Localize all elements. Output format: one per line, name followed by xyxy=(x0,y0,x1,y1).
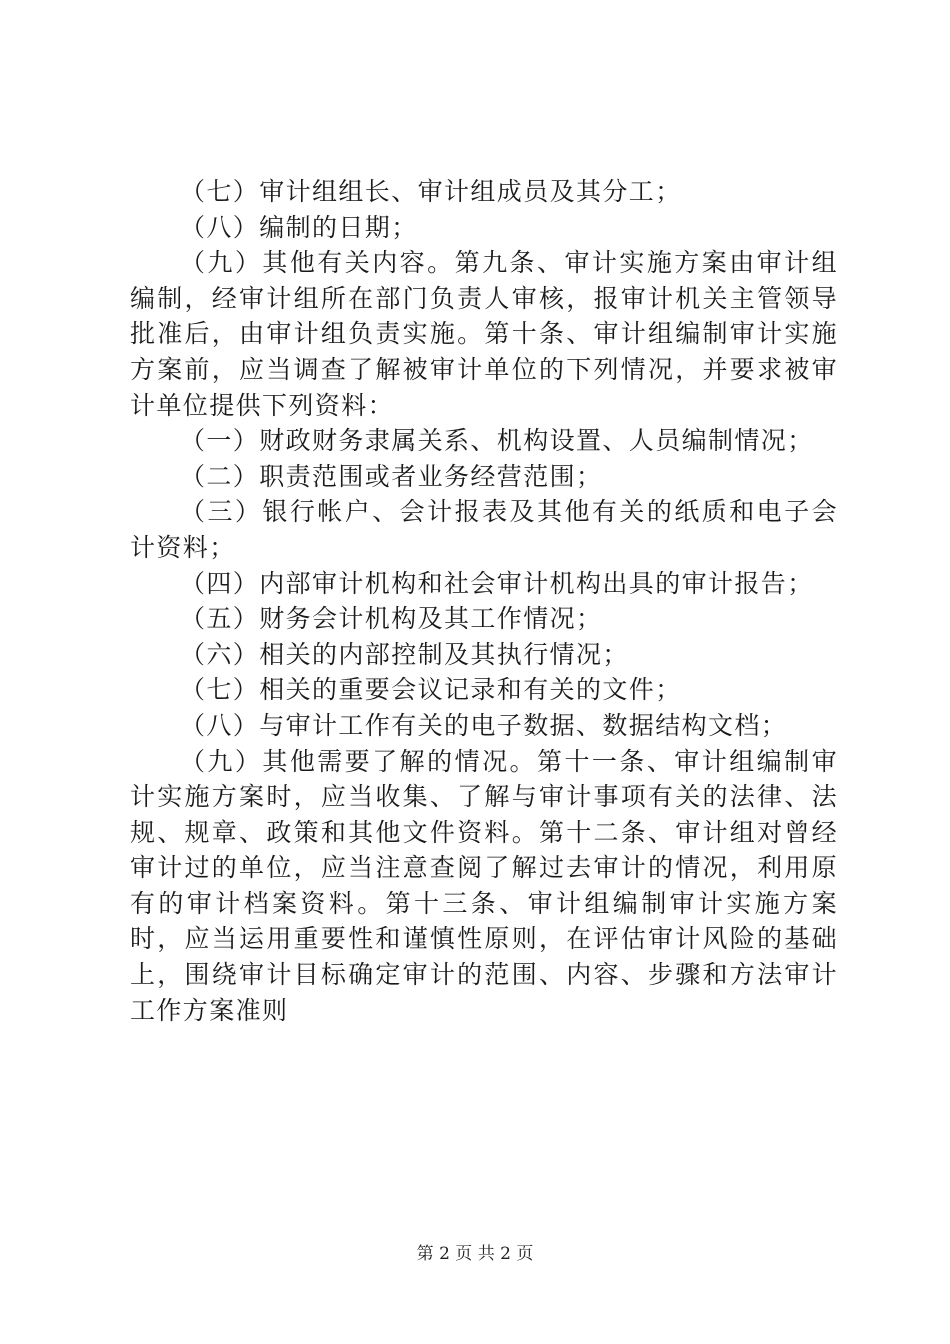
page-footer: 第 2 页 共 2 页 xyxy=(416,1244,534,1264)
list-item-7: （七）相关的重要会议记录和有关的文件； xyxy=(180,675,682,705)
list-item-8: （八）与审计工作有关的电子数据、数据结构文档； xyxy=(180,710,788,740)
list-item-6: （六）相关的内部控制及其执行情况； xyxy=(180,639,629,669)
list-item-1: （一）财政财务隶属关系、机构设置、人员编制情况； xyxy=(180,426,814,456)
list-item-9-articles-11-13: （九）其他需要了解的情况。第十一条、审计组编制审计实施方案时，应当收集、了解与审计事项有关的法律、法规、规章、政策和其他文件资料。第十二条、审计组对曾经审计过的单位，应当注意查阅了解过去审计的情况，利用原有的审计档案资料。第十三条、审计组编制审计实施方案时，应当运用重要性和谨慎性原则，在评估审计风险的基础上，围绕审计目标确定审计的范围、内容、步骤和方法审计工作方案准则 xyxy=(130,746,838,1025)
paragraph-item-7: （七）审计组组长、审计组成员及其分工； xyxy=(180,177,682,206)
paragraph-item-9-article-9-10: （九）其他有关内容。第九条、审计实施方案由审计组编制，经审计组所在部门负责人审核，报审计机关主管领导批准后，由审计组负责实施。第十条、审计组编制审计实施方案前，应当调查了解被审计单位的下列情况，并要求被审计单位提供下列资料： xyxy=(130,248,838,420)
list-item-4: （四）内部审计机构和社会审计机构出具的审计报告； xyxy=(180,568,814,598)
list-item-3: （三）银行帐户、会计报表及其他有关的纸质和电子会计资料； xyxy=(130,497,838,562)
paragraph-item-8: （八）编制的日期； xyxy=(180,212,418,242)
document-body xyxy=(130,174,838,1028)
list-item-5: （五）财务会计机构及其工作情况； xyxy=(180,604,603,634)
list-item-2: （二）职责范围或者业务经营范围； xyxy=(180,461,603,491)
